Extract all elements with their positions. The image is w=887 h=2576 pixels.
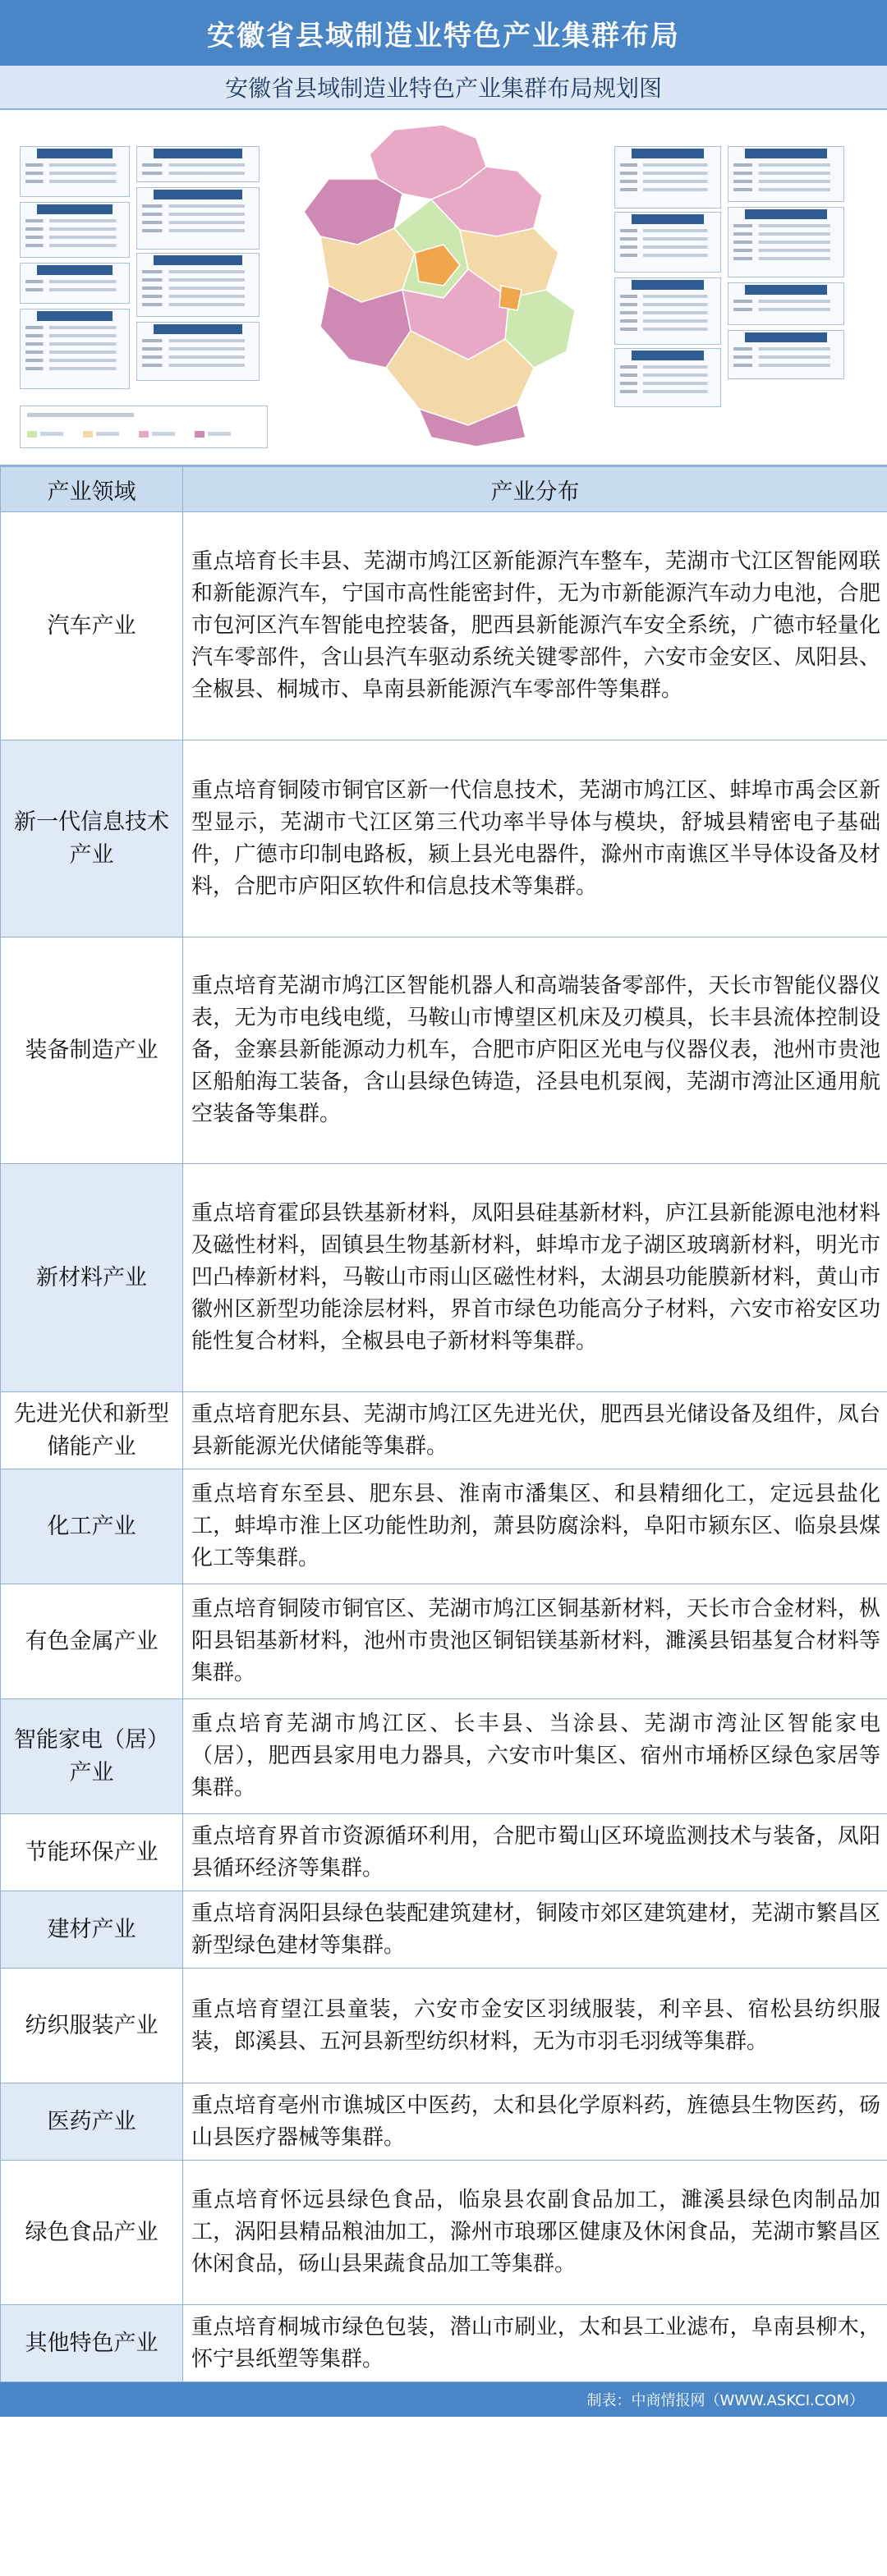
- table-row: [1, 1699, 887, 1814]
- header-field: 产业领域: [1, 467, 183, 512]
- table-header-row: [1, 467, 887, 512]
- industry-field: 建材产业: [1, 1891, 183, 1969]
- map-canvas: [16, 121, 871, 453]
- industry-distribution: 重点培育肥东县、芜湖市鸠江区先进光伏，肥西县光储设备及组件，凤台县新能源光伏储能等集群。: [183, 1392, 887, 1469]
- map-region-wuhu: [499, 286, 522, 310]
- map-label-panel: [614, 212, 721, 273]
- table-row: [1, 2305, 887, 2382]
- header-distribution: 产业分布: [183, 467, 887, 512]
- map-label-panel: [20, 202, 130, 258]
- map-label-panel: [728, 207, 844, 277]
- industry-field: 有色金属产业: [1, 1584, 183, 1699]
- industry-field: 绿色食品产业: [1, 2161, 183, 2305]
- map-label-panel: [728, 282, 844, 325]
- table-row: [1, 1969, 887, 2083]
- industry-distribution: 重点培育界首市资源循环利用，合肥市蜀山区环境监测技术与装备，凤阳县循环经济等集群。: [183, 1814, 887, 1891]
- table-row: [1, 1891, 887, 1969]
- table-row: [1, 740, 887, 937]
- anhui-map: [271, 121, 608, 450]
- map-label-panel: [136, 253, 260, 317]
- table-row: [1, 1164, 887, 1392]
- industry-distribution: 重点培育铜陵市铜官区、芜湖市鸠江区铜基新材料，天长市合金材料，枞阳县铝基新材料，池州市贵池区铜铝镁基新材料，濉溪县铝基复合材料等集群。: [183, 1584, 887, 1699]
- industry-distribution: 重点培育亳州市谯城区中医药，太和县化学原料药，旌德县生物医药，砀山县医疗器械等集群。: [183, 2083, 887, 2161]
- industry-field: 智能家电（居）产业: [1, 1699, 183, 1814]
- map-label-panel: [136, 322, 260, 381]
- industry-distribution: 重点培育东至县、肥东县、淮南市潘集区、和县精细化工，定远县盐化工，蚌埠市淮上区功能性助剂，萧县防腐涂料，阜阳市颍东区、临泉县煤化工等集群。: [183, 1469, 887, 1584]
- page-title: 安徽省县域制造业特色产业集群布局: [0, 0, 887, 66]
- industry-field: 先进光伏和新型储能产业: [1, 1392, 183, 1469]
- industry-distribution: 重点培育霍邱县铁基新材料，凤阳县硅基新材料，庐江县新能源电池材料及磁性材料，固镇县生物基新材料，蚌埠市龙子湖区玻璃新材料，明光市凹凸棒新材料，马鞍山市雨山区磁性材料，太湖县功能膜新材料，黄山市徽州区新型功能涂层材料，界首市绿色功能高分子材料，六安市裕安区功能性复合材料，全椒县电子新材料等集群。: [183, 1164, 887, 1392]
- map-label-panel: [20, 263, 130, 304]
- table-row: [1, 1392, 887, 1469]
- legend-swatch: [83, 431, 93, 438]
- industry-field: 其他特色产业: [1, 2305, 183, 2382]
- footer-credit: 制表：中商情报网（WWW.ASKCI.COM）: [0, 2382, 887, 2417]
- industry-distribution: 重点培育长丰县、芜湖市鸠江区新能源汽车整车，芜湖市弋江区智能网联和新能源汽车，宁国市高性能密封件，无为市新能源汽车动力电池，合肥市包河区汽车智能电控装备，肥西县新能源汽车安全系统，广德市轻量化汽车零部件，含山县汽车驱动系统关键零部件，六安市金安区、凤阳县、全椒县、桐城市、阜南县新能源汽车零部件等集群。: [183, 512, 887, 740]
- map-label-panel: [20, 146, 130, 197]
- industry-distribution: 重点培育芜湖市鸠江区智能机器人和高端装备零部件，天长市智能仪器仪表，无为市电线电缆，马鞍山市博望区机床及刃模具，长丰县流体控制设备，金寨县新能源动力机车，合肥市庐阳区光电与仪器仪表，池州市贵池区船舶海工装备，含山县绿色铸造，泾县电机泵阀，芜湖市湾沚区通用航空装备等集群。: [183, 937, 887, 1164]
- map-label-panel: [614, 146, 721, 209]
- map-label-panel: [136, 187, 260, 250]
- legend-swatch: [195, 431, 205, 438]
- table-row: [1, 1814, 887, 1891]
- industry-field: 新一代信息技术产业: [1, 740, 183, 937]
- map-label-panel: [614, 277, 721, 345]
- industry-distribution: 重点培育芜湖市鸠江区、长丰县、当涂县、芜湖市湾沚区智能家电（居），肥西县家用电力器具，六安市叶集区、宿州市埇桥区绿色家居等集群。: [183, 1699, 887, 1814]
- map-figure: [0, 110, 887, 466]
- industry-table: [0, 466, 887, 2382]
- industry-field: 汽车产业: [1, 512, 183, 740]
- map-label-panel: [614, 348, 721, 407]
- map-title: 安徽省县域制造业特色产业集群布局规划图: [0, 66, 887, 110]
- map-label-panel: [20, 309, 130, 389]
- legend-swatch: [27, 431, 37, 438]
- industry-field: 医药产业: [1, 2083, 183, 2161]
- industry-distribution: 重点培育桐城市绿色包装，潜山市刷业，太和县工业滤布，阜南县柳木，怀宁县纸塑等集群。: [183, 2305, 887, 2382]
- table-row: [1, 937, 887, 1164]
- table-row: [1, 1584, 887, 1699]
- industry-field: 新材料产业: [1, 1164, 183, 1392]
- industry-field: 纺织服装产业: [1, 1969, 183, 2083]
- industry-field: 化工产业: [1, 1469, 183, 1584]
- industry-distribution: 重点培育怀远县绿色食品，临泉县农副食品加工，濉溪县绿色肉制品加工，涡阳县精品粮油加工，滁州市琅琊区健康及休闲食品，芜湖市繁昌区休闲食品，砀山县果蔬食品加工等集群。: [183, 2161, 887, 2305]
- map-legend: [20, 406, 268, 448]
- table-row: [1, 2161, 887, 2305]
- industry-distribution: 重点培育铜陵市铜官区新一代信息技术，芜湖市鸠江区、蚌埠市禹会区新型显示，芜湖市弋江区第三代功率半导体与模块，舒城县精密电子基础件，广德市印制电路板，颍上县光电器件，滁州市南谯区半导体设备及材料，合肥市庐阳区软件和信息技术等集群。: [183, 740, 887, 937]
- industry-distribution: 重点培育望江县童装，六安市金安区羽绒服装，利辛县、宿松县纺织服装，郎溪县、五河县新型纺织材料，无为市羽毛羽绒等集群。: [183, 1969, 887, 2083]
- table-row: [1, 2083, 887, 2161]
- map-label-panel: [136, 146, 260, 182]
- legend-swatch: [139, 431, 149, 438]
- map-label-panel: [728, 330, 844, 379]
- map-label-panel: [728, 146, 844, 202]
- industry-field: 节能环保产业: [1, 1814, 183, 1891]
- table-row: [1, 1469, 887, 1584]
- industry-distribution: 重点培育涡阳县绿色装配建筑建材，铜陵市郊区建筑建材，芜湖市繁昌区新型绿色建材等集群。: [183, 1891, 887, 1969]
- table-row: [1, 512, 887, 740]
- industry-field: 装备制造产业: [1, 937, 183, 1164]
